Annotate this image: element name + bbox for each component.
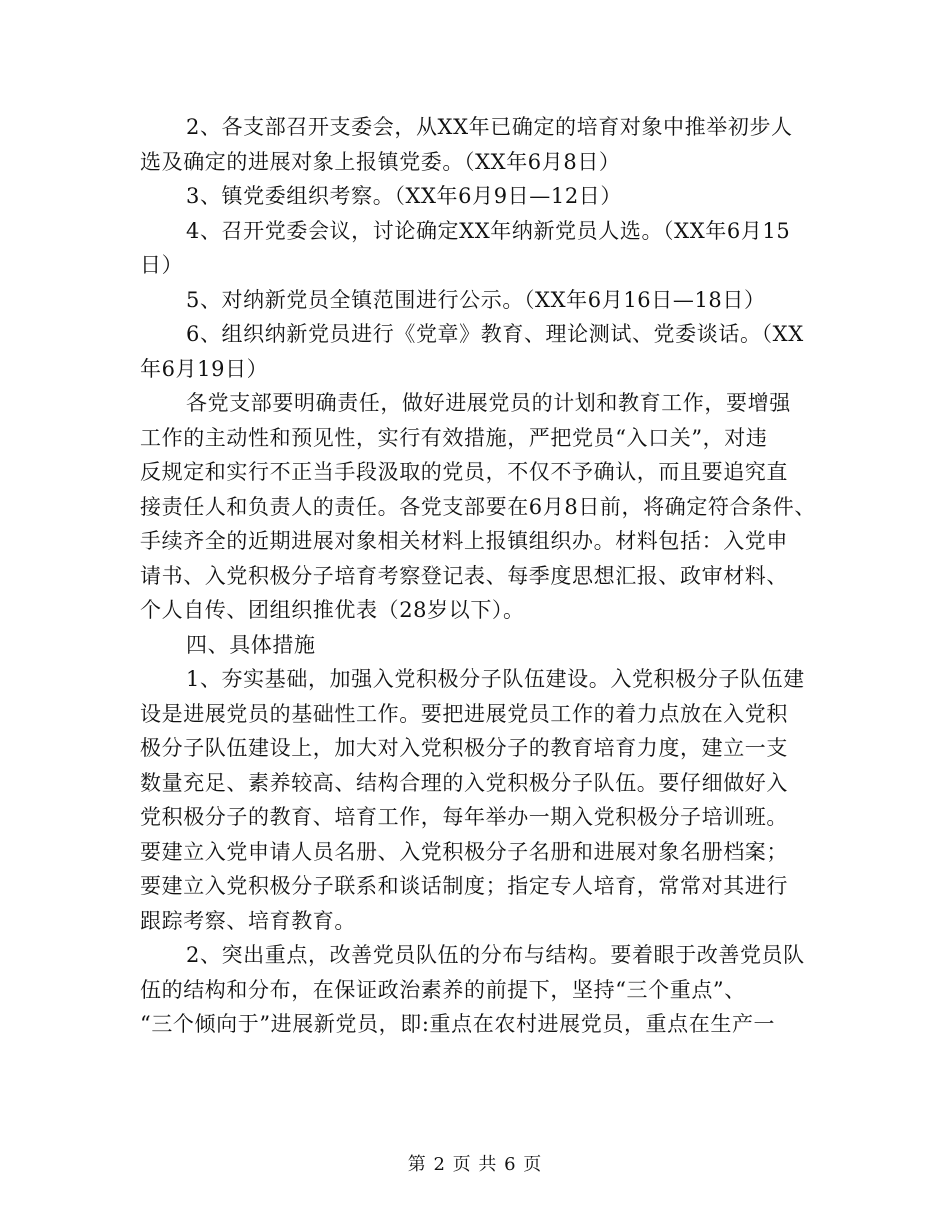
document-body	[140, 110, 830, 1042]
paragraph-line: 个人自传、团组织推优表（28岁以下）。	[140, 598, 525, 622]
paragraph-line: 伍的结构和分布，在保证政治素养的前提下，坚持“三个重点”、	[140, 977, 746, 1002]
paragraph-line: 2、突出重点，改善党员队伍的分布与结构。要着眼于改善党员队	[186, 943, 805, 967]
paragraph-line: 工作的主动性和预见性，实行有效措施，严把党员“入口关”，对违	[140, 425, 768, 450]
paragraph-line: 1、夯实基础，加强入党积极分子队伍建设。入党积极分子队伍建	[186, 667, 805, 691]
paragraph-line: 6、组织纳新党员进行《党章》教育、理论测试、党委谈话。（XX	[186, 322, 804, 346]
paragraph-line: 接责任人和负责人的责任。各党支部要在6月8日前，将确定符合条件、	[140, 494, 816, 519]
paragraph-line: 数量充足、素养较高、结构合理的入党积极分子队伍。要仔细做好入	[140, 770, 788, 795]
paragraph-line: 各党支部要明确责任，做好进展党员的计划和教育工作，要增强	[186, 391, 791, 415]
paragraph-line: 3、镇党委组织考察。（XX年6月9日—12日）	[186, 184, 623, 208]
paragraph-line: 年6月19日）	[140, 356, 269, 381]
paragraph-line: 要建立入党申请人员名册、入党积极分子名册和进展对象名册档案；	[140, 839, 788, 864]
paragraph-line: 5、对纳新党员全镇范围进行公示。（XX年6月16日—18日）	[186, 287, 766, 312]
paragraph-line: 要建立入党积极分子联系和谈话制度；指定专人培育，常常对其进行	[140, 874, 788, 898]
paragraph-line: 手续齐全的近期进展对象相关材料上报镇组织办。材料包括：入党申	[140, 529, 788, 553]
paragraph-line: 请书、入党积极分子培育考察登记表、每季度思想汇报、政审材料、	[140, 563, 788, 588]
paragraph-line: “三个倾向于”进展新党员，即:重点在农村进展党员，重点在生产一	[140, 1012, 776, 1036]
paragraph-line: 跟踪考察、培育教育。	[140, 908, 356, 933]
paragraph-line: 选及确定的进展对象上报镇党委。（XX年6月8日）	[140, 149, 621, 174]
paragraph-line: 2、各支部召开支委会，从XX年已确定的培育对象中推举初步人	[186, 115, 793, 139]
paragraph-line: 党积极分子的教育、培育工作，每年举办一期入党积极分子培训班。	[140, 805, 788, 829]
paragraph-line: 日）	[140, 253, 184, 277]
paragraph-line: 极分子队伍建设上，加大对入党积极分子的教育培育力度，建立一支	[140, 736, 788, 760]
section-heading: 四、具体措施	[186, 632, 316, 657]
paragraph-line: 4、召开党委会议，讨论确定XX年纳新党员人选。（XX年6月15	[186, 218, 791, 243]
paragraph-line: 反规定和实行不正当手段汲取的党员，不仅不予确认，而且要追究直	[140, 460, 788, 484]
paragraph-line: 设是进展党员的基础性工作。要把进展党员工作的着力点放在入党积	[140, 701, 788, 726]
page-number-footer: 第 2 页 共 6 页	[407, 1154, 543, 1175]
